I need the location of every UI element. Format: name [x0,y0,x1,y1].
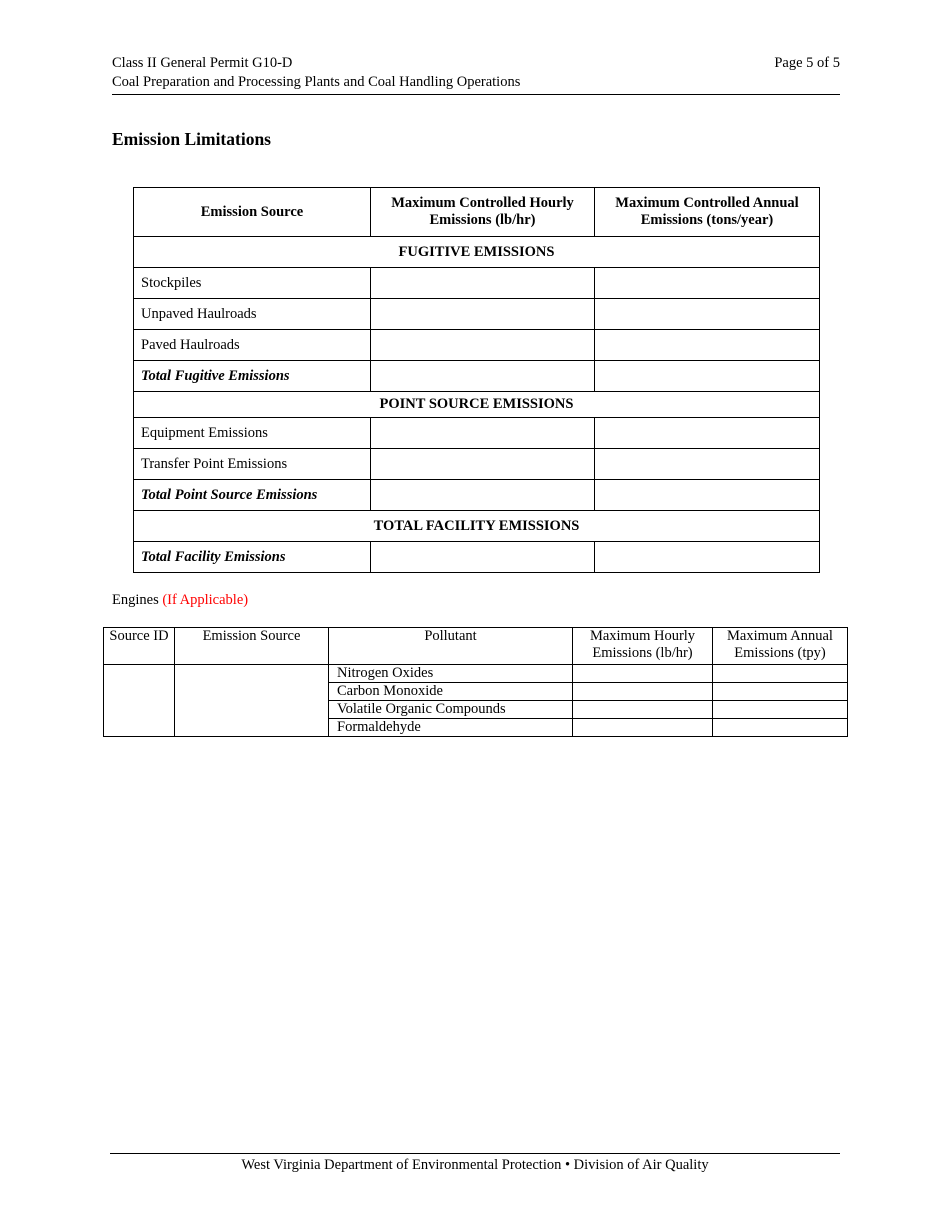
annual-cell [713,701,848,719]
hourly-cell [371,268,595,299]
engines-applicability-note: (If Applicable) [162,592,249,608]
annual-cell [595,361,820,392]
hourly-cell [573,701,713,719]
pollutant-cell: Nitrogen Oxides [329,665,573,683]
col-header-pollutant: Pollutant [329,628,573,665]
pollutant-cell: Carbon Monoxide [329,683,573,701]
hourly-cell [371,418,595,449]
table-row [134,268,820,299]
hourly-cell [371,449,595,480]
hourly-cell [371,361,595,392]
table-header-row [134,188,820,237]
page-header [112,54,840,95]
group-heading-facility: TOTAL FACILITY EMISSIONS [134,511,820,542]
group-heading-fugitive: FUGITIVE EMISSIONS [134,237,820,268]
annual-cell [595,268,820,299]
table-row [134,449,820,480]
annual-cell [713,719,848,737]
table-row-total [134,542,820,573]
table-row [134,299,820,330]
table-row-total [134,361,820,392]
hourly-cell [371,299,595,330]
hourly-cell [371,542,595,573]
row-label: Transfer Point Emissions [134,449,371,480]
row-label: Equipment Emissions [134,418,371,449]
annual-cell [595,542,820,573]
table-row-total [134,480,820,511]
hourly-cell [573,719,713,737]
header-subtitle: Coal Preparation and Processing Plants and Coal Handling Operations [112,74,521,90]
annual-cell [713,683,848,701]
emission-limitations-table [133,187,820,573]
group-row-point [134,392,820,418]
permit-title: Class II General Permit G10-D [112,55,293,71]
header-line-1 [112,54,840,73]
annual-cell [595,449,820,480]
hourly-cell [573,683,713,701]
row-label-total-facility: Total Facility Emissions [134,542,371,573]
engines-header-row [104,628,848,665]
annual-cell [595,418,820,449]
row-label: Stockpiles [134,268,371,299]
source-id-cell [104,665,175,737]
annual-cell [713,665,848,683]
table-row [134,418,820,449]
pollutant-cell: Formaldehyde [329,719,573,737]
col-header-max-annual: Maximum Annual Emissions (tpy) [713,628,848,665]
section-title: Emission Limitations [112,129,271,149]
col-header-hourly: Maximum Controlled Hourly Emissions (lb/hr) [371,188,595,237]
annual-cell [595,299,820,330]
hourly-cell [371,330,595,361]
page-footer: West Virginia Department of Environmental Protection • Division of Air Quality [110,1153,840,1174]
engines-table [103,627,848,737]
row-label: Unpaved Haulroads [134,299,371,330]
engines-label [112,592,248,609]
row-label: Paved Haulroads [134,330,371,361]
table-row [104,665,848,683]
page-number: Page 5 of 5 [774,55,840,71]
emission-source-cell [175,665,329,737]
table-row [134,330,820,361]
group-row-facility [134,511,820,542]
group-heading-point: POINT SOURCE EMISSIONS [134,392,820,418]
col-header-emission-source: Emission Source [134,188,371,237]
col-header-max-hourly: Maximum Hourly Emissions (lb/hr) [573,628,713,665]
engines-title: Engines [112,592,159,608]
col-header-source-id: Source ID [104,628,175,665]
col-header-emission-source: Emission Source [175,628,329,665]
annual-cell [595,480,820,511]
col-header-annual: Maximum Controlled Annual Emissions (tons/year) [595,188,820,237]
row-label-total-fugitive: Total Fugitive Emissions [134,361,371,392]
annual-cell [595,330,820,361]
pollutant-cell: Volatile Organic Compounds [329,701,573,719]
group-row-fugitive [134,237,820,268]
hourly-cell [371,480,595,511]
hourly-cell [573,665,713,683]
row-label-total-point: Total Point Source Emissions [134,480,371,511]
